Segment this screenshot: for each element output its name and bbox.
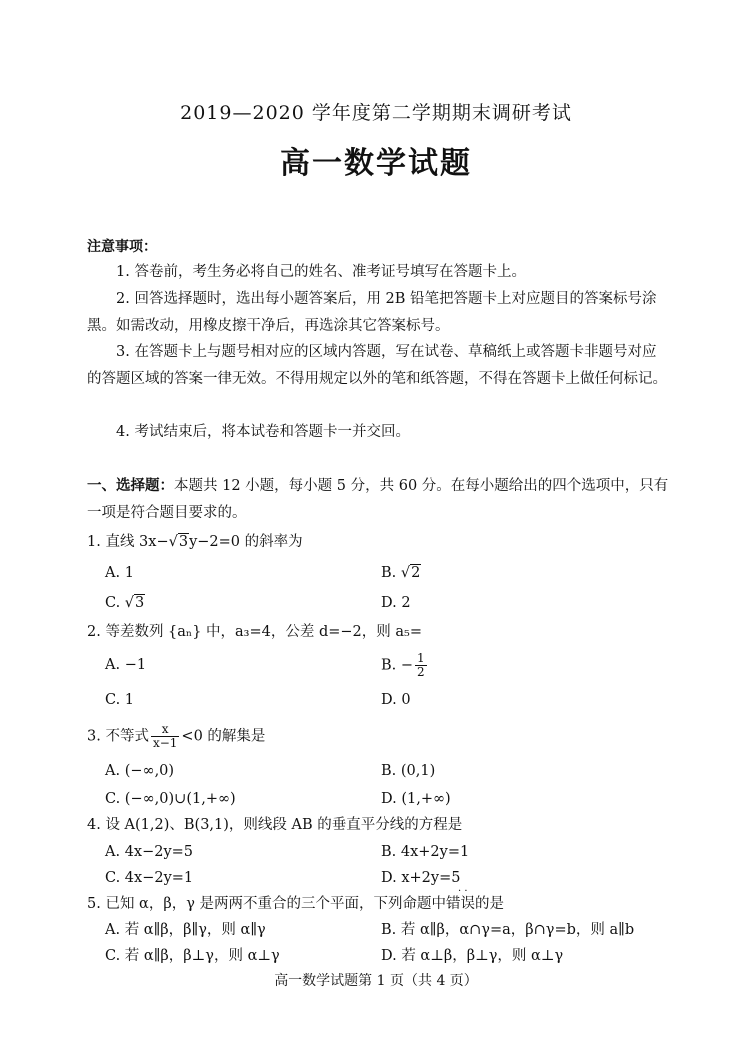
question-1-stem	[87, 532, 303, 552]
q2-b-num: 1	[417, 651, 425, 665]
q3-stem-post: <0 的解集是	[181, 728, 266, 745]
section-1-intro	[87, 473, 669, 526]
q5-option-c: C. 若 α∥β，β⊥γ，则 α⊥γ	[105, 948, 280, 964]
notice-item-1: 1. 答卷前，考生务必将自己的姓名、准考证号填写在答题卡上。	[116, 264, 526, 280]
q1-root: 3	[178, 534, 189, 550]
sqrt-sign: √	[168, 534, 178, 550]
q2-b-fraction	[415, 652, 427, 679]
q3-option-b: B. (0,1)	[381, 763, 436, 779]
q3-num: x	[151, 723, 179, 737]
sqrt-sign: √	[400, 565, 411, 581]
q3-option-c: C. (−∞,0)∪(1,+∞)	[105, 791, 236, 807]
q2-option-c: C. 1	[105, 692, 135, 708]
q2-option-b	[381, 652, 429, 679]
page-footer: 高一数学试题第 1 页（共 4 页）	[274, 973, 478, 989]
notice-item-4: 4. 考试结束后，将本试卷和答题卡一并交回。	[116, 424, 410, 440]
q1-option-c	[105, 593, 145, 613]
q2-option-d: D. 0	[381, 692, 411, 708]
q2-option-a: A. −1	[105, 657, 147, 673]
q2-b-label: B. −	[381, 657, 414, 674]
emphasis-dots: · ·	[458, 886, 468, 897]
sqrt-sign: √	[124, 595, 135, 611]
q5-option-a: A. 若 α∥β，β∥γ，则 α∥γ	[105, 922, 266, 938]
notice-heading: 注意事项：	[87, 239, 157, 255]
q1-c-label: C.	[105, 595, 125, 611]
notice-item-2: 2. 回答选择题时，选出每小题答案后，用 2B 铅笔把答题卡上对应题目的答案标号涂黑。如需改动，用橡皮擦干净后，再选涂其它答案标号。	[87, 291, 657, 334]
q5-option-b: B. 若 α∥β，α∩γ=a，β∩γ=b，则 a∥b	[381, 922, 635, 938]
q3-fraction	[151, 723, 179, 750]
question-5-stem: 5. 已知 α，β，γ 是两两不重合的三个平面，下列命题中错误的是	[87, 896, 505, 912]
paper-title: 高一数学试题	[280, 146, 472, 181]
q1-stem-post: y−2=0 的斜率为	[189, 534, 303, 550]
q3-stem-pre: 3. 不等式	[87, 728, 149, 745]
q4-option-d: D. x+2y=5	[381, 870, 461, 886]
q4-option-c: C. 4x−2y=1	[105, 870, 194, 886]
exam-title: 2019—2020 学年度第二学期期末调研考试	[180, 102, 572, 124]
q3-option-d: D. (1,+∞)	[381, 791, 451, 807]
q4-option-b: B. 4x+2y=1	[381, 844, 470, 860]
question-4-stem: 4. 设 A(1,2)、B(3,1)，则线段 AB 的垂直平分线的方程是	[87, 817, 463, 833]
q1-option-d: D. 2	[381, 595, 411, 611]
q1-option-a: A. 1	[105, 565, 134, 581]
q1-b-root: 2	[411, 565, 421, 581]
section-1-text: 本题共 12 小题，每小题 5 分，共 60 分。在每小题给出的四个选项中，只有一项是符合题目要求的。	[87, 478, 669, 521]
q1-b-label: B.	[381, 565, 401, 581]
question-3-stem	[87, 723, 265, 750]
q3-option-a: A. (−∞,0)	[105, 763, 175, 779]
q3-den: x−1	[152, 736, 178, 750]
q1-c-root: 3	[135, 595, 145, 611]
notice-item-3: 3. 在答题卡上与题号相对应的区域内答题，写在试卷、草稿纸上或答题卡非题号对应的答题区域的答案一律无效。不得用规定以外的笔和纸答题，不得在答题卡上做任何标记。	[87, 344, 667, 387]
question-2-stem: 2. 等差数列 {aₙ} 中，a₃=4，公差 d=−2，则 a₅=	[87, 624, 422, 640]
q1-stem-pre: 1. 直线 3x−	[87, 534, 169, 550]
q2-b-den: 2	[417, 665, 425, 679]
q1-option-b	[381, 563, 421, 583]
q5-option-d: D. 若 α⊥β，β⊥γ，则 α⊥γ	[381, 948, 564, 964]
q4-option-a: A. 4x−2y=5	[105, 844, 194, 860]
section-1-lead: 一、选择题：	[87, 478, 174, 494]
